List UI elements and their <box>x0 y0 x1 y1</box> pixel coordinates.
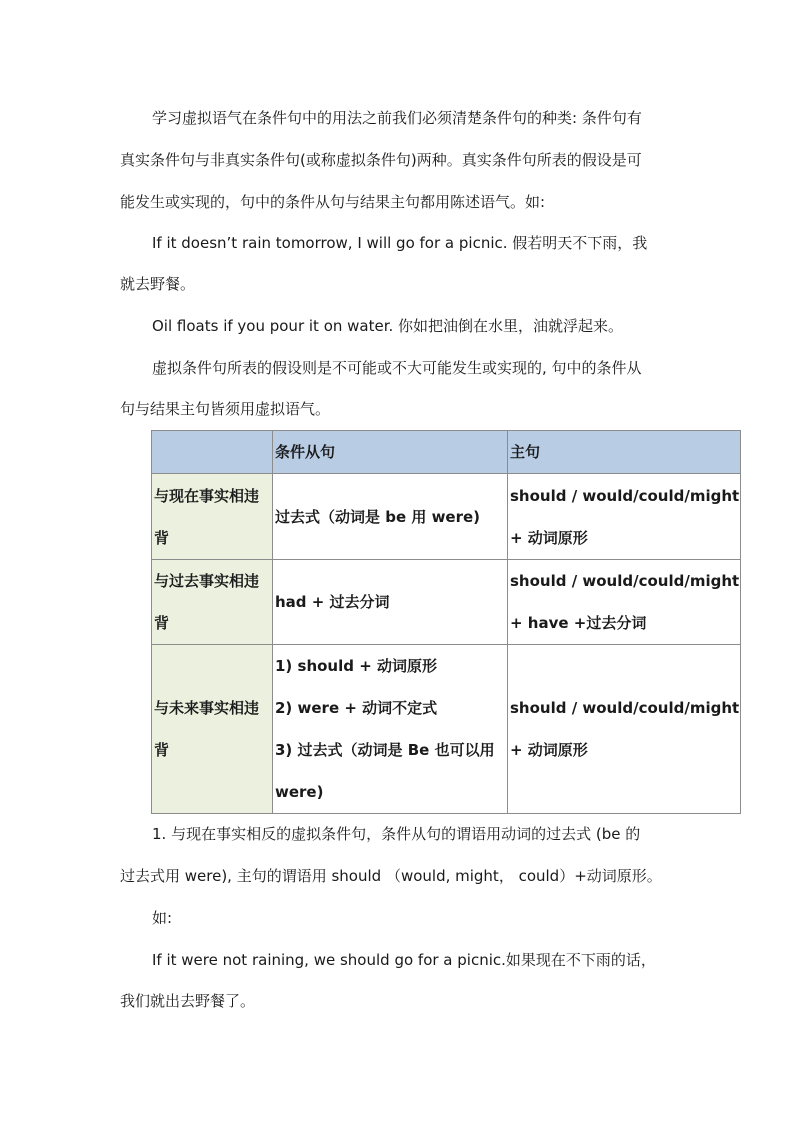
cell-text: 背 <box>154 528 170 547</box>
cell-text: 与过去事实相违 <box>154 572 260 590</box>
paragraph-line: 1. 与现在事实相反的虚拟条件句，条件从句的谓语用动词的过去式 (be 的 <box>152 825 641 843</box>
table-header-cell: 条件从句 <box>273 431 508 474</box>
cell-text: 2) were + 动词不定式 <box>275 699 438 717</box>
cell-text: should / would/could/might <box>510 699 740 717</box>
cell-text: should / would/could/might <box>510 486 740 505</box>
clause-cell <box>273 645 508 814</box>
conditional-table <box>151 430 741 814</box>
paragraph-line: 能发生或实现的，句中的条件从句与结果主句都用陈述语气。如: <box>120 193 546 211</box>
paragraph-line: 我们就出去野餐了。 <box>120 992 256 1010</box>
paragraph-line: Oil floats if you pour it on water. 你如把油倒在水里，油就浮起来。 <box>152 317 624 335</box>
cell-text: should / would/could/might <box>510 572 740 590</box>
cell-text: 与未来事实相违 <box>154 699 260 717</box>
paragraph-line: 虚拟条件句所表的假设则是不可能或不大可能发生或实现的, 句中的条件从 <box>152 359 642 377</box>
clause-cell <box>273 474 508 560</box>
table-header-row <box>152 431 741 474</box>
paragraph-line: 就去野餐。 <box>120 275 196 293</box>
cell-text: were) <box>275 783 324 801</box>
cell-text: 与现在事实相违 <box>154 486 260 505</box>
cell-text: 背 <box>154 614 170 632</box>
paragraph-line: 句与结果主句皆须用虚拟语气。 <box>120 400 331 418</box>
table-row <box>152 474 741 560</box>
cell-text: 3) 过去式（动词是 Be 也可以用 <box>275 741 495 759</box>
paragraph-line: If it doesn’t rain tomorrow, I will go for a picnic. 假若明天不下雨，我 <box>152 234 648 252</box>
paragraph-line: 如: <box>152 909 173 927</box>
cell-text: + 动词原形 <box>510 741 588 759</box>
cell-text: 过去式（动词是 be 用 were) <box>275 507 481 526</box>
row-label-cell <box>152 645 273 814</box>
paragraph-line: If it were not raining, we should go for a picnic.如果现在不下雨的话， <box>152 951 656 969</box>
paragraph-line: 过去式用 were), 主句的谓语用 should （would, might， could）+动词原形。 <box>120 867 662 885</box>
cell-text: + 动词原形 <box>510 528 588 547</box>
cell-text: had + 过去分词 <box>275 593 390 611</box>
row-label-cell <box>152 560 273 645</box>
cell-text: 1) should + 动词原形 <box>275 657 437 675</box>
cell-text: + have +过去分词 <box>510 614 647 632</box>
main-clause-cell <box>508 560 741 645</box>
cell-text: 背 <box>154 741 170 759</box>
paragraph-line: 真实条件句与非真实条件句(或称虚拟条件句)两种。真实条件句所表的假设是可 <box>120 151 642 169</box>
clause-cell <box>273 560 508 645</box>
table-header-cell: 主句 <box>508 431 741 474</box>
paragraph-line: 学习虚拟语气在条件句中的用法之前我们必须清楚条件句的种类: 条件句有 <box>152 109 642 127</box>
table-header-cell <box>152 431 273 474</box>
row-label-cell <box>152 474 273 560</box>
table-row <box>152 645 741 814</box>
main-clause-cell <box>508 474 741 560</box>
table-row <box>152 560 741 645</box>
main-clause-cell <box>508 645 741 814</box>
